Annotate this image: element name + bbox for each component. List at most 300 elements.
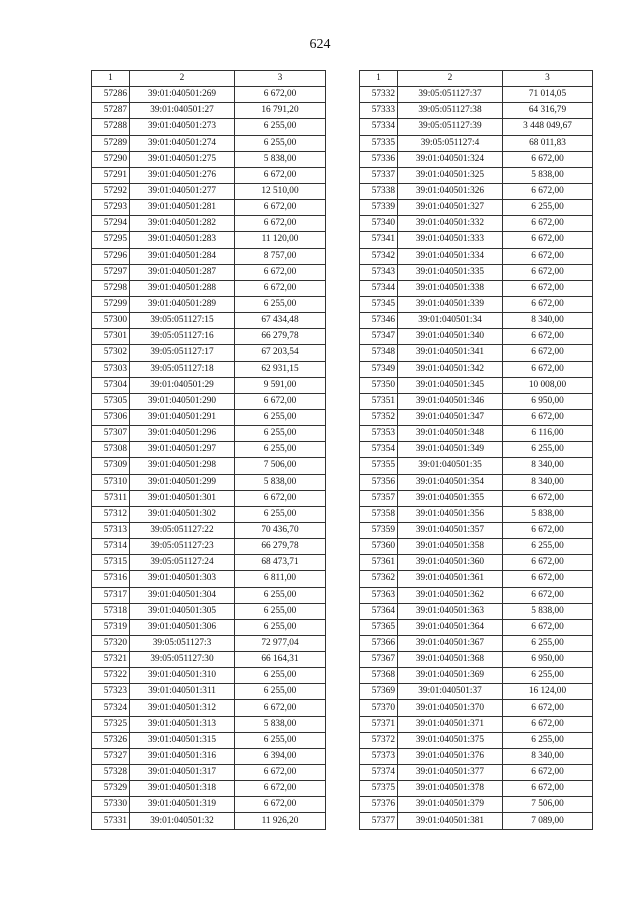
registry-table-left [91,70,326,830]
table-row [92,296,326,312]
row-number: 57337 [360,167,398,183]
cadastral-number: 39:01:040501:368 [398,652,503,668]
table-row [360,813,593,829]
row-number: 57338 [360,183,398,199]
cost-value: 66 279,78 [235,329,326,345]
table-row [92,377,326,393]
cost-value: 6 672,00 [503,619,593,635]
row-number: 57334 [360,119,398,135]
cadastral-number: 39:01:040501:376 [398,748,503,764]
table-row [360,603,593,619]
table-row [360,458,593,474]
table-row [92,216,326,232]
cadastral-number: 39:01:040501:339 [398,296,503,312]
cost-value: 6 672,00 [503,716,593,732]
row-number: 57343 [360,264,398,280]
row-number: 57289 [92,135,130,151]
cadastral-number: 39:01:040501:349 [398,442,503,458]
cost-value: 67 203,54 [235,345,326,361]
cost-value: 6 672,00 [503,555,593,571]
table-row [92,635,326,651]
cost-value: 62 931,15 [235,361,326,377]
row-number: 57309 [92,458,130,474]
table-row [92,555,326,571]
table-row [92,797,326,813]
table-row [92,135,326,151]
cost-value: 6 672,00 [503,183,593,199]
cadastral-number: 39:01:040501:335 [398,264,503,280]
cadastral-number: 39:01:040501:311 [130,684,235,700]
cost-value: 6 672,00 [235,216,326,232]
table-body [360,87,593,829]
row-number: 57310 [92,474,130,490]
cadastral-number: 39:05:051127:22 [130,522,235,538]
table-row [92,748,326,764]
row-number: 57329 [92,781,130,797]
table-row [92,103,326,119]
cadastral-number: 39:01:040501:317 [130,765,235,781]
cost-value: 6 255,00 [235,587,326,603]
table-row [360,361,593,377]
table-row [360,732,593,748]
row-number: 57300 [92,313,130,329]
cadastral-number: 39:01:040501:296 [130,426,235,442]
cost-value: 11 120,00 [235,232,326,248]
cadastral-number: 39:01:040501:342 [398,361,503,377]
column-header: 1 [92,71,130,87]
table-row [360,216,593,232]
row-number: 57299 [92,296,130,312]
table-row [92,474,326,490]
cadastral-number: 39:01:040501:356 [398,506,503,522]
table-row [360,264,593,280]
cost-value: 3 448 049,67 [503,119,593,135]
row-number: 57291 [92,167,130,183]
cost-value: 6 255,00 [503,732,593,748]
table-row [360,522,593,538]
cadastral-number: 39:01:040501:340 [398,329,503,345]
table-row [360,587,593,603]
table-row [360,151,593,167]
table-row [92,700,326,716]
cost-value: 6 672,00 [503,571,593,587]
cost-value: 6 950,00 [503,652,593,668]
cadastral-number: 39:01:040501:299 [130,474,235,490]
cost-value: 6 672,00 [235,87,326,103]
page-number: 624 [309,37,331,52]
table-row [92,345,326,361]
cost-value: 6 255,00 [235,619,326,635]
cost-value: 8 340,00 [503,313,593,329]
table-row [360,797,593,813]
cadastral-number: 39:01:040501:319 [130,797,235,813]
table-row [360,668,593,684]
cost-value: 6 672,00 [235,393,326,409]
table-row [360,200,593,216]
cadastral-number: 39:01:040501:381 [398,813,503,829]
table-row [92,232,326,248]
row-number: 57345 [360,296,398,312]
cost-value: 6 255,00 [235,409,326,425]
table-row [92,458,326,474]
table-row [92,409,326,425]
cost-value: 6 255,00 [235,603,326,619]
row-number: 57287 [92,103,130,119]
table-row [360,313,593,329]
cost-value: 5 838,00 [235,474,326,490]
cadastral-number: 39:01:040501:355 [398,490,503,506]
column-header: 1 [360,71,398,87]
cost-value: 72 977,04 [235,635,326,651]
cadastral-number: 39:05:051127:24 [130,555,235,571]
cost-value: 12 510,00 [235,183,326,199]
cadastral-number: 39:01:040501:305 [130,603,235,619]
table-row [360,619,593,635]
cadastral-number: 39:01:040501:306 [130,619,235,635]
row-number: 57321 [92,652,130,668]
cost-value: 6 672,00 [503,151,593,167]
cadastral-number: 39:01:040501:333 [398,232,503,248]
cadastral-number: 39:01:040501:32 [130,813,235,829]
row-number: 57356 [360,474,398,490]
row-number: 57333 [360,103,398,119]
table-row [92,200,326,216]
cost-value: 6 672,00 [235,765,326,781]
cadastral-number: 39:01:040501:377 [398,765,503,781]
table-row [92,119,326,135]
cadastral-number: 39:01:040501:354 [398,474,503,490]
cost-value: 71 014,05 [503,87,593,103]
cadastral-number: 39:01:040501:35 [398,458,503,474]
cadastral-number: 39:01:040501:316 [130,748,235,764]
cost-value: 6 255,00 [235,442,326,458]
table-body [92,87,326,829]
row-number: 57369 [360,684,398,700]
row-number: 57359 [360,522,398,538]
cadastral-number: 39:01:040501:375 [398,732,503,748]
row-number: 57364 [360,603,398,619]
row-number: 57376 [360,797,398,813]
cost-value: 6 672,00 [235,797,326,813]
cost-value: 5 838,00 [235,151,326,167]
cost-value: 6 672,00 [503,216,593,232]
cadastral-number: 39:01:040501:273 [130,119,235,135]
row-number: 57357 [360,490,398,506]
table-row [360,426,593,442]
cost-value: 5 838,00 [503,167,593,183]
cost-value: 6 672,00 [503,490,593,506]
cadastral-number: 39:01:040501:357 [398,522,503,538]
cadastral-number: 39:01:040501:274 [130,135,235,151]
row-number: 57322 [92,668,130,684]
cost-value: 6 811,00 [235,571,326,587]
cost-value: 6 255,00 [235,135,326,151]
table-row [92,716,326,732]
cost-value: 6 672,00 [235,280,326,296]
cadastral-number: 39:01:040501:281 [130,200,235,216]
cadastral-number: 39:01:040501:361 [398,571,503,587]
cost-value: 6 672,00 [503,248,593,264]
cost-value: 6 255,00 [503,200,593,216]
cadastral-number: 39:01:040501:318 [130,781,235,797]
row-number: 57336 [360,151,398,167]
row-number: 57341 [360,232,398,248]
row-number: 57351 [360,393,398,409]
table-row [92,522,326,538]
row-number: 57292 [92,183,130,199]
cadastral-number: 39:01:040501:334 [398,248,503,264]
cost-value: 6 672,00 [235,200,326,216]
table-row [92,781,326,797]
row-number: 57295 [92,232,130,248]
table-row [360,119,593,135]
table-row [92,652,326,668]
table-row [360,571,593,587]
row-number: 57314 [92,539,130,555]
table-row [360,167,593,183]
table-row [360,490,593,506]
cost-value: 64 316,79 [503,103,593,119]
table-row [360,781,593,797]
row-number: 57353 [360,426,398,442]
cost-value: 10 008,00 [503,377,593,393]
table-row [92,619,326,635]
cadastral-number: 39:01:040501:326 [398,183,503,199]
row-number: 57320 [92,635,130,651]
row-number: 57305 [92,393,130,409]
cost-value: 70 436,70 [235,522,326,538]
table-row [360,700,593,716]
cadastral-number: 39:01:040501:312 [130,700,235,716]
cadastral-number: 39:01:040501:282 [130,216,235,232]
row-number: 57328 [92,765,130,781]
cadastral-number: 39:01:040501:298 [130,458,235,474]
row-number: 57312 [92,506,130,522]
table-row [360,506,593,522]
cadastral-number: 39:01:040501:360 [398,555,503,571]
row-number: 57288 [92,119,130,135]
table-row [360,232,593,248]
cadastral-number: 39:01:040501:288 [130,280,235,296]
table-row [92,684,326,700]
cadastral-number: 39:01:040501:276 [130,167,235,183]
row-number: 57311 [92,490,130,506]
cadastral-number: 39:01:040501:362 [398,587,503,603]
cadastral-number: 39:01:040501:313 [130,716,235,732]
row-number: 57366 [360,635,398,651]
table-row [92,571,326,587]
table-row [92,329,326,345]
cost-value: 5 838,00 [503,603,593,619]
cadastral-number: 39:05:051127:39 [398,119,503,135]
cost-value: 8 757,00 [235,248,326,264]
cadastral-number: 39:01:040501:277 [130,183,235,199]
cost-value: 7 506,00 [503,797,593,813]
table-row [360,296,593,312]
table-row [92,393,326,409]
table-row [360,765,593,781]
table-row [360,652,593,668]
table-row [92,313,326,329]
row-number: 57374 [360,765,398,781]
row-number: 57375 [360,781,398,797]
row-number: 57323 [92,684,130,700]
row-number: 57344 [360,280,398,296]
cost-value: 6 255,00 [503,668,593,684]
row-number: 57296 [92,248,130,264]
cost-value: 6 672,00 [235,781,326,797]
row-number: 57327 [92,748,130,764]
table-row [360,87,593,103]
cost-value: 6 672,00 [503,361,593,377]
row-number: 57307 [92,426,130,442]
cost-value: 6 672,00 [503,296,593,312]
row-number: 57298 [92,280,130,296]
row-number: 57365 [360,619,398,635]
cost-value: 6 255,00 [235,296,326,312]
row-number: 57304 [92,377,130,393]
cadastral-number: 39:01:040501:310 [130,668,235,684]
row-number: 57363 [360,587,398,603]
cadastral-number: 39:01:040501:291 [130,409,235,425]
cadastral-number: 39:01:040501:283 [130,232,235,248]
table-row [92,264,326,280]
row-number: 57342 [360,248,398,264]
cadastral-number: 39:01:040501:303 [130,571,235,587]
table-row [360,555,593,571]
table-row [360,442,593,458]
cost-value: 6 672,00 [235,264,326,280]
row-number: 57347 [360,329,398,345]
cost-value: 6 672,00 [503,232,593,248]
cadastral-number: 39:01:040501:347 [398,409,503,425]
cost-value: 6 255,00 [235,426,326,442]
cadastral-number: 39:05:051127:18 [130,361,235,377]
row-number: 57315 [92,555,130,571]
cost-value: 6 672,00 [235,700,326,716]
row-number: 57297 [92,264,130,280]
cost-value: 6 672,00 [503,280,593,296]
cost-value: 68 473,71 [235,555,326,571]
cost-value: 67 434,48 [235,313,326,329]
table-row [360,748,593,764]
cadastral-number: 39:01:040501:378 [398,781,503,797]
table-row [92,539,326,555]
cadastral-number: 39:01:040501:275 [130,151,235,167]
row-number: 57335 [360,135,398,151]
table-header-row [92,71,326,87]
row-number: 57324 [92,700,130,716]
row-number: 57318 [92,603,130,619]
table-row [360,329,593,345]
row-number: 57290 [92,151,130,167]
cost-value: 16 124,00 [503,684,593,700]
row-number: 57294 [92,216,130,232]
row-number: 57302 [92,345,130,361]
cost-value: 5 838,00 [235,716,326,732]
cadastral-number: 39:01:040501:327 [398,200,503,216]
cadastral-number: 39:05:051127:30 [130,652,235,668]
column-header: 2 [398,71,503,87]
cost-value: 6 255,00 [235,119,326,135]
cost-value: 6 672,00 [235,490,326,506]
cost-value: 6 672,00 [503,587,593,603]
table-row [92,426,326,442]
cadastral-number: 39:01:040501:369 [398,668,503,684]
cost-value: 66 164,31 [235,652,326,668]
table-row [92,603,326,619]
row-number: 57372 [360,732,398,748]
cost-value: 6 672,00 [503,700,593,716]
table-row [92,668,326,684]
cadastral-number: 39:01:040501:304 [130,587,235,603]
cadastral-number: 39:01:040501:269 [130,87,235,103]
cost-value: 66 279,78 [235,539,326,555]
cost-value: 6 255,00 [503,539,593,555]
table-row [360,103,593,119]
row-number: 57317 [92,587,130,603]
table-row [92,280,326,296]
row-number: 57358 [360,506,398,522]
row-number: 57349 [360,361,398,377]
table-row [360,474,593,490]
cadastral-number: 39:01:040501:34 [398,313,503,329]
cadastral-number: 39:01:040501:371 [398,716,503,732]
cadastral-number: 39:05:051127:15 [130,313,235,329]
cost-value: 6 672,00 [503,329,593,345]
cadastral-number: 39:01:040501:315 [130,732,235,748]
cadastral-number: 39:05:051127:16 [130,329,235,345]
cost-value: 5 838,00 [503,506,593,522]
cost-value: 68 011,83 [503,135,593,151]
table-row [360,377,593,393]
cost-value: 6 255,00 [235,732,326,748]
table-row [92,813,326,829]
row-number: 57346 [360,313,398,329]
cadastral-number: 39:01:040501:301 [130,490,235,506]
cost-value: 8 340,00 [503,748,593,764]
cost-value: 6 672,00 [503,781,593,797]
cost-value: 6 672,00 [503,264,593,280]
cadastral-number: 39:01:040501:379 [398,797,503,813]
table-row [92,361,326,377]
cadastral-number: 39:01:040501:29 [130,377,235,393]
table-row [92,151,326,167]
cost-value: 9 591,00 [235,377,326,393]
row-number: 57326 [92,732,130,748]
cadastral-number: 39:01:040501:370 [398,700,503,716]
row-number: 57360 [360,539,398,555]
table-row [92,248,326,264]
cadastral-number: 39:01:040501:289 [130,296,235,312]
row-number: 57308 [92,442,130,458]
row-number: 57377 [360,813,398,829]
row-number: 57325 [92,716,130,732]
row-number: 57319 [92,619,130,635]
registry-table-right [359,70,593,830]
row-number: 57370 [360,700,398,716]
cost-value: 6 116,00 [503,426,593,442]
table-row [92,732,326,748]
table-row [92,587,326,603]
cadastral-number: 39:05:051127:37 [398,87,503,103]
row-number: 57330 [92,797,130,813]
row-number: 57332 [360,87,398,103]
table-row [360,280,593,296]
row-number: 57362 [360,571,398,587]
row-number: 57301 [92,329,130,345]
cadastral-number: 39:01:040501:302 [130,506,235,522]
